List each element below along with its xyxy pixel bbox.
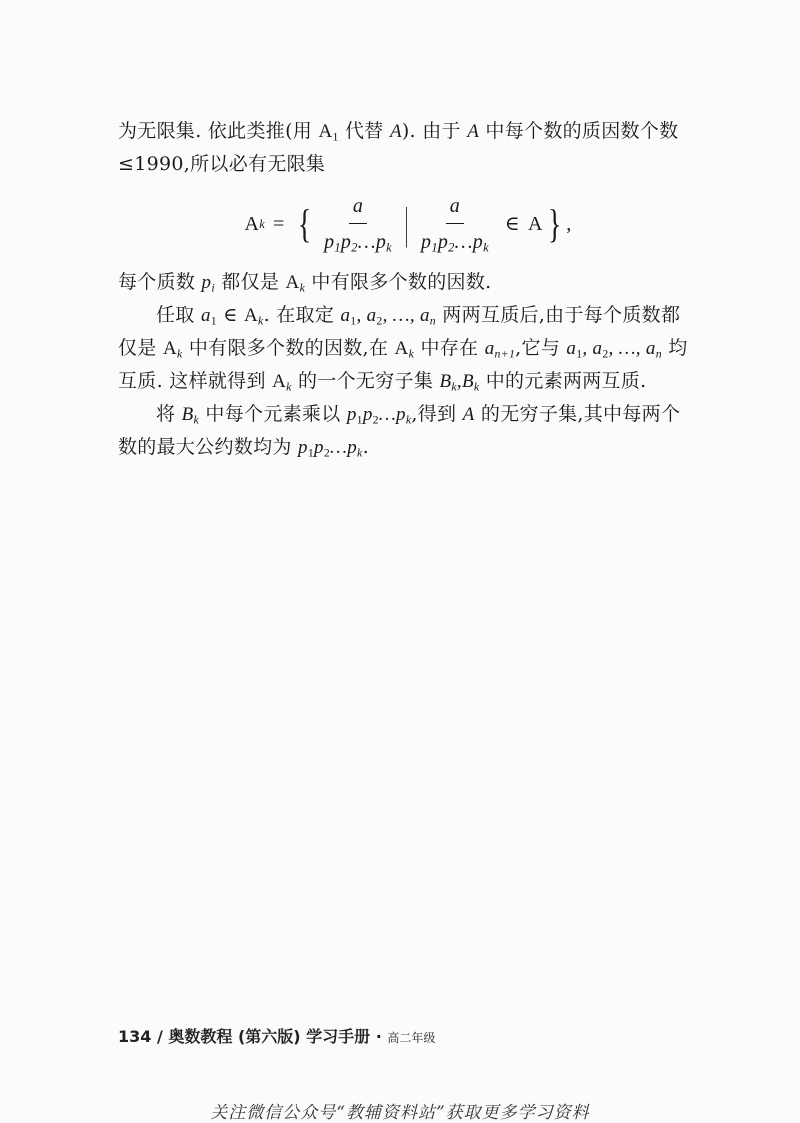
paragraph-2: 每个质数 $p_i$ 都仅是 $A_k$ 中有限多个数的因数. <box>118 271 492 295</box>
page-number: 134 <box>118 1027 152 1046</box>
page-footer: 134 / 奥数教程 (第六版) 学习手册 · 高二年级 <box>118 1027 436 1046</box>
watermark-text: 关注微信公众号“教辅资料站”获取更多学习资料 <box>210 1103 590 1123</box>
fraction-right: $\frac{a}{p_1p_2\dots p_k}$ <box>417 190 493 258</box>
grade-label: 高二年级 <box>387 1031 436 1045</box>
paragraph-1: 为无限集. 依此类推(用 $A_1$ 代替 A). 由于 A 中每个数的质因数个数≤1990,所以必有无限集 <box>118 120 679 175</box>
fraction-left: $\frac{a}{p_1p_2\dots p_k}$ <box>320 190 396 258</box>
book-title: 奥数教程 (第六版) 学习手册 <box>168 1027 371 1046</box>
set-definition-formula: A k = { $\frac{a}{p_1p_2\dots p_k}$ | $\frac{a}{p_1p_2\dots p_k}$ ∈ A } , <box>118 190 698 258</box>
page-body <box>118 115 698 464</box>
paragraph-3: 任取 $a_1$ ∈ $A_k$. 在取定 $a_1$, $a_2$, …, $a_n$ 两两互质后,由于每个质数都仅是 $A_k$ 中有限多个数的因数,在 $A_k$ 中存在 $a_{n+1}$,它与 $a_1$, $a_2$, …, $a_n$ 均互质. 这样就得到 $A_k$ 的一个无穷子集 $B_k,B_k$ 中的元素两两互质. <box>118 304 688 394</box>
paragraph-4: 将 $B_k$ 中每个元素乘以 $p_1p_2\dots p_k$,得到 A 的无穷子集,其中每两个数的最大公约数均为 $p_1p_2\dots p_k$. <box>118 403 681 460</box>
